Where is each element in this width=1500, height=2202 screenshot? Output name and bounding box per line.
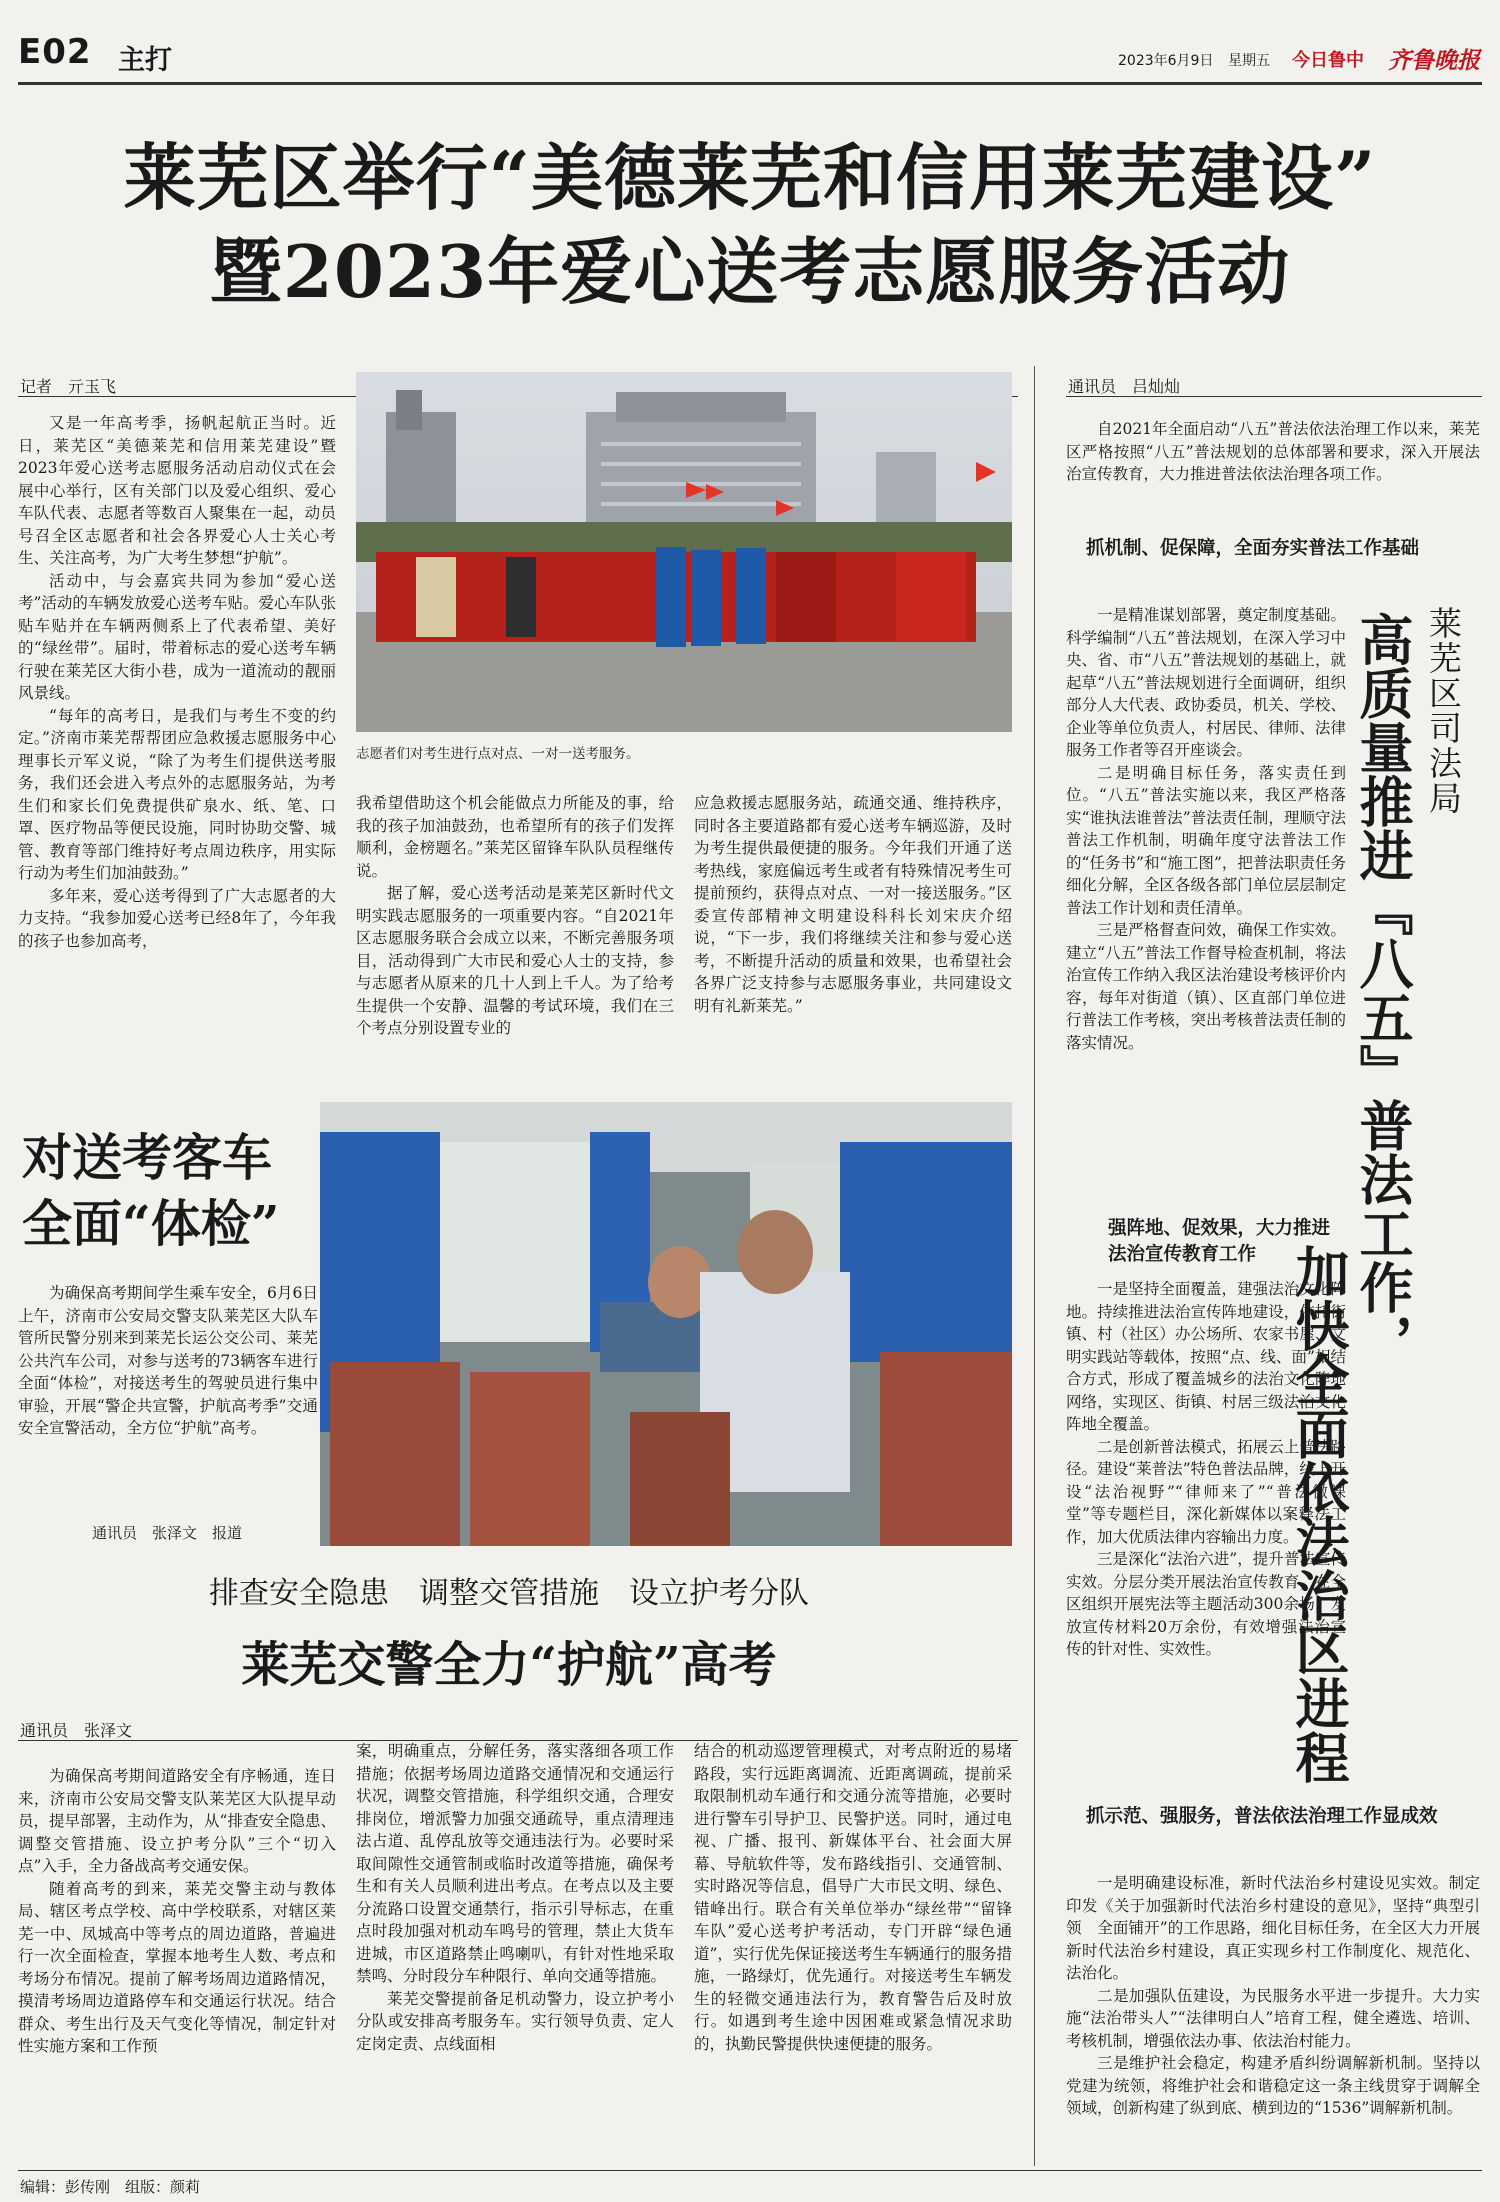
- footer-rule: [18, 2170, 1482, 2171]
- article1-para: 又是一年高考季，扬帆起航正当时。近日，莱芜区“美德莱芜和信用莱芜建设”暨2023年爱心送考志愿服务活动启动仪式在会展中心举行，区有关部门以及爱心组织、爱心车队代表、志愿者等数百人聚集在一起，动员号召全区志愿者和社会各界爱心人士关心考生、关注高考，为广大考生梦想“护航”。: [18, 414, 336, 567]
- article4-para: 一是明确建设标准，新时代法治乡村建设见实效。制定印发《关于加强新时代法治乡村建设的意见》，坚持“典型引领 全面铺开”的工作思路，细化目标任务，在全区大力开展新时代法治乡村建设，真正实现乡村工作制度化、规范化、法治化。: [1066, 1874, 1480, 1982]
- article4-para: 二是创新普法模式，拓展云上普法路径。建设“莱普法”特色普法品牌，线上开设“法治视野”“律师来了”“普法微课堂”等专题栏目，深化新媒体以案释法工作，加大优质法律内容输出力度。: [1066, 1437, 1346, 1546]
- bus-inspection-photo-art: [320, 1102, 1012, 1546]
- article1-para: 活动中，与会嘉宾共同为参加“爱心送考”活动的车辆发放爱心送考车贴。爱心车队张贴车贴并在车辆两侧系上了代表希望、美好的“绿丝带”。届时，带着标志的爱心送考车辆行驶在莱芜区大街小巷，成为一道流动的靓丽风景线。: [18, 571, 336, 702]
- article4-kicker: 莱芜区司法局: [1424, 606, 1463, 816]
- article1-para: “每年的高考日，是我们与考生不变的约定。”济南市莱芜帮帮团应急救援志愿服务中心理事长亓军义说，“除了为考生们提供送考服务，我们还会进入考点外的志愿服务站，为考生们和家长们免费提供矿泉水、纸、笔、口罩、医疗物品等便民设施，同时协助交警、城管、教育等部门维持好考点周边秩序，用实际行动为考生们加油鼓劲。”: [18, 706, 336, 882]
- edition-name: 今日鲁中: [1292, 50, 1364, 71]
- article1-para: 应急救援志愿服务站，疏通交通、维持秩序，同时各主要道路都有爱心送考车辆巡游，及时为考生提供最便捷的服务。今年我们开通了送考热线，家庭偏远考生或者有特殊情况考生可提前预约，获得点对点、一对一接送服务。”区委宣传部精神文明建设科科长刘宋庆介绍说，“下一步，我们将继续关注和参与爱心送考，不断提升活动的质量和效果，也希望社会各界广泛支持参与志愿服务事业，共同建设文明有礼新莱芜。”: [694, 794, 1012, 1015]
- article4-byline: 通讯员 吕灿灿: [1068, 377, 1181, 396]
- article4-col-a: [1066, 604, 1346, 1204]
- section-label: 主打: [118, 45, 172, 76]
- article3-headline: 莱芜交警全力“护航”高考: [241, 1637, 777, 1693]
- article3-para: 莱芜交警提前备足机动警力，设立护考小分队或安排高考服务车。实行领导负责、定人定岗定责、点线面相: [356, 1989, 674, 2053]
- volunteers-photo-caption: 志愿者们对考生进行点对点、一对一送考服务。: [356, 746, 640, 762]
- article4-top-rule: [1066, 396, 1482, 397]
- article1-para: 多年来，爱心送考得到了广大志愿者的大力支持。“我参加爱心送考已经8年了，今年我的孩子也参加高考，: [18, 886, 336, 950]
- article1-col1: [18, 412, 336, 1017]
- article2-body: [18, 1282, 318, 1522]
- volunteers-photo-art: [356, 372, 1012, 732]
- article4-subhead-2: 强阵地、促效果，大力推进法治宣传教育工作: [1108, 1218, 1331, 1265]
- article4-headline-a: 高质量推进『八五』普法工作，: [1351, 612, 1415, 1368]
- article1-byline: 记者 亓玉飞: [20, 377, 117, 396]
- editor-credit: 编辑：彭传刚 组版：颜莉: [20, 2178, 201, 2196]
- article3-kicker: 排查安全隐患 调整交管措施 设立护考分队: [209, 1576, 809, 1611]
- header-rule: [18, 82, 1482, 85]
- article4-intro: [1066, 418, 1480, 508]
- volunteers-photo: [356, 372, 1012, 732]
- main-headline-line1: 莱芜区举行“美德莱芜和信用莱芜建设”: [123, 135, 1377, 220]
- article4-para: 三是深化“法治六进”，提升普法宣传实效。分层分类开展法治宣传教育，在全区组织开展宪法等主题活动300余场，发放宣传材料20万余份，有效增强法治宣传的针对性、实效性。: [1066, 1550, 1346, 1658]
- article3-para: 案，明确重点，分解任务，落实落细各项工作措施；依据考场周边道路交通情况和交通运行状况，调整交管措施，科学组织交通，合理安排岗位，增派警力加强交通疏导，重点清理违法占道、乱停乱放等交通违法行为。必要时采取间隙性交通管制或临时改道等措施，确保考生和有关人员顺利进出考点。在考点以及主要分流路口设置交通禁行，指示引导标志，在重点时段加强对机动车鸣号的管理，禁止大货车进城，市区道路禁止鸣喇叭，有针对性地采取禁鸣、分时段分车种限行、单向交通等措施。: [356, 1742, 674, 1985]
- article1-col3: [694, 792, 1012, 1017]
- article1-para: 据了解，爱心送考活动是莱芜区新时代文明实践志愿服务的一项重要内容。“自2021年区志愿服务联合会成立以来，不断完善服务项目，活动得到广大市民和爱心人士的支持，参与志愿者从原来的几十人到上千人。为了给考生提供一个安静、温馨的考试环境，我们在三个考点分别设置专业的: [356, 884, 674, 1037]
- article4-col-c: [1066, 1872, 1480, 2162]
- article4-para: 一是精准谋划部署，奠定制度基础。科学编制“八五”普法规划，在深入学习中央、省、市“八五”普法规划的基础上，就起草“八五”普法规划进行全面调研，组织部分人大代表、政协委员，机关、学校、企业等单位负责人，村居民、律师、法律服务工作者等召开座谈会。: [1066, 606, 1346, 759]
- page-code: E02: [18, 32, 92, 72]
- article2-headline-line1: 对送考客车: [22, 1128, 272, 1187]
- right-column-separator: [1034, 366, 1035, 2166]
- article3-col2: [356, 1740, 674, 2165]
- article2-byline: 通讯员 张泽文 报道: [92, 1524, 243, 1542]
- article4-para: 二是明确目标任务，落实责任到位。“八五”普法实施以来，我区严格落实“谁执法谁普法”普法责任制，理顺守法普法工作机制，明确年度守法普法工作的“任务书”和“施工图”，把普法职责任务细化分解，全区各级各部门单位层层制定普法工作计划和责任清单。: [1066, 763, 1346, 917]
- article2-para: 为确保高考期间学生乘车安全，6月6日上午，济南市公安局交警支队莱芜区大队车管所民警分别来到莱芜长运公交公司、莱芜公共汽车公司，对参与送考的73辆客车进行全面“体检”，对接送考生的驾驶员进行集中审验，开展“警企共宣警，护航高考季”交通安全宣警活动，全方位“护航”高考。: [18, 1284, 318, 1437]
- article1-col2: [356, 792, 674, 1037]
- main-headline-line2: 暨2023年爱心送考志愿服务活动: [209, 229, 1291, 314]
- article4-para: 三是严格督查问效，确保工作实效。建立“八五”普法工作督导检查机制，将法治宣传工作纳入我区法治建设考核评价内容，每年对街道（镇）、区直部门单位进行普法工作考核，突出考核普法责任制的落实情况。: [1066, 921, 1346, 1052]
- article3-para: 结合的机动巡逻管理模式，对考点附近的易堵路段，实行远距离调流、近距离调疏，提前采取限制机动车通行和交通分流等措施，必要时进行警车引导护卫、民警护送。同时，通过电视、广播、报刊、新媒体平台、社会面大屏幕、导航软件等，发布路线指引、交通管制、实时路况等信息，倡导广大市民文明、绿色、错峰出行。联合有关单位举办“绿丝带”“留锋车队”爱心送考护考活动，专门开辟“绿色通道”，实行优先保证接送考生车辆通行的服务措施，一路绿灯，优先通行。对接送考生车辆发生的轻微交通违法行为，教育警告后及时放行。如遇到考生途中因困难或紧急情况求助的，执勤民警提供快速便捷的服务。: [694, 1742, 1012, 2053]
- article3-byline: 通讯员 张泽文: [20, 1721, 133, 1740]
- article3-para: 随着高考的到来，莱芜交警主动与教体局、辖区考点学校、高中学校联系，对辖区莱芜一中、凤城高中等考点的周边道路，普遍进行一次全面检查，掌握本地考生人数、考点和考场分布情况。提前了解考场周边道路情况，摸清考场周边道路停车和交通运行状况。结合群众、考生出行及天气变化等情况，制定针对性实施方案和工作预: [18, 1879, 336, 2055]
- article4-para: 二是加强队伍建设，为民服务水平进一步提升。大力实施“法治带头人”“法律明白人”培育工程，健全遴选、培训、考核机制，增强依法办事、依法治村能力。: [1066, 1986, 1480, 2050]
- article4-para: 三是维护社会稳定，构建矛盾纠纷调解新机制。坚持以党建为统领，将维护社会和谐稳定这一条主线贯穿于调解全领域，创新构建了纵到底、横到边的“1536”调解新机制。: [1066, 2054, 1480, 2117]
- article4-subhead-1: 抓机制、促保障，全面夯实普法工作基础: [1086, 538, 1420, 559]
- article3-col3: [694, 1740, 1012, 2165]
- article3-col1: [18, 1765, 336, 2165]
- issue-weekday: 星期五: [1228, 53, 1270, 69]
- article4-col-b: [1066, 1278, 1346, 1778]
- article2-headline-line2: 全面“体检”: [22, 1194, 280, 1253]
- article1-para: 我希望借助这个机会能做点力所能及的事，给我的孩子加油鼓劲，也希望所有的孩子们发挥顺利，金榜题名。”莱芜区留锋车队队员程继传说。: [356, 794, 674, 880]
- article4-para: 一是坚持全面覆盖，建强法治文化阵地。持续推进法治宣传阵地建设，依托街镇、村（社区）办公场所、农家书屋、文明实践站等载体，按照“点、线、面”相结合方式，形成了覆盖城乡的法治文化阵地网络，实现区、街镇、村居三级法治文化阵地全覆盖。: [1066, 1280, 1346, 1433]
- paper-logo: 齐鲁晚报: [1388, 47, 1480, 74]
- article3-para: 为确保高考期间道路安全有序畅通，连日来，济南市公安局交警支队莱芜区大队提早动员，提早部署，主动作为，从“排查安全隐患、调整交管措施、设立护考分队”三个“切入点”入手，全力备战高考交通安保。: [18, 1767, 336, 1875]
- issue-date: 2023年6月9日: [1118, 53, 1214, 69]
- bus-inspection-photo: [320, 1102, 1012, 1546]
- article4-subhead-3: 抓示范、强服务，普法依法治理工作显成效: [1086, 1806, 1438, 1827]
- article4-para: 自2021年全面启动“八五”普法依法治理工作以来，莱芜区严格按照“八五”普法规划的总体部署和要求，深入开展法治宣传教育，大力推进普法依法治理各项工作。: [1066, 420, 1480, 483]
- article4-headline-b: 加快全面依法治区进程: [1287, 1244, 1351, 1784]
